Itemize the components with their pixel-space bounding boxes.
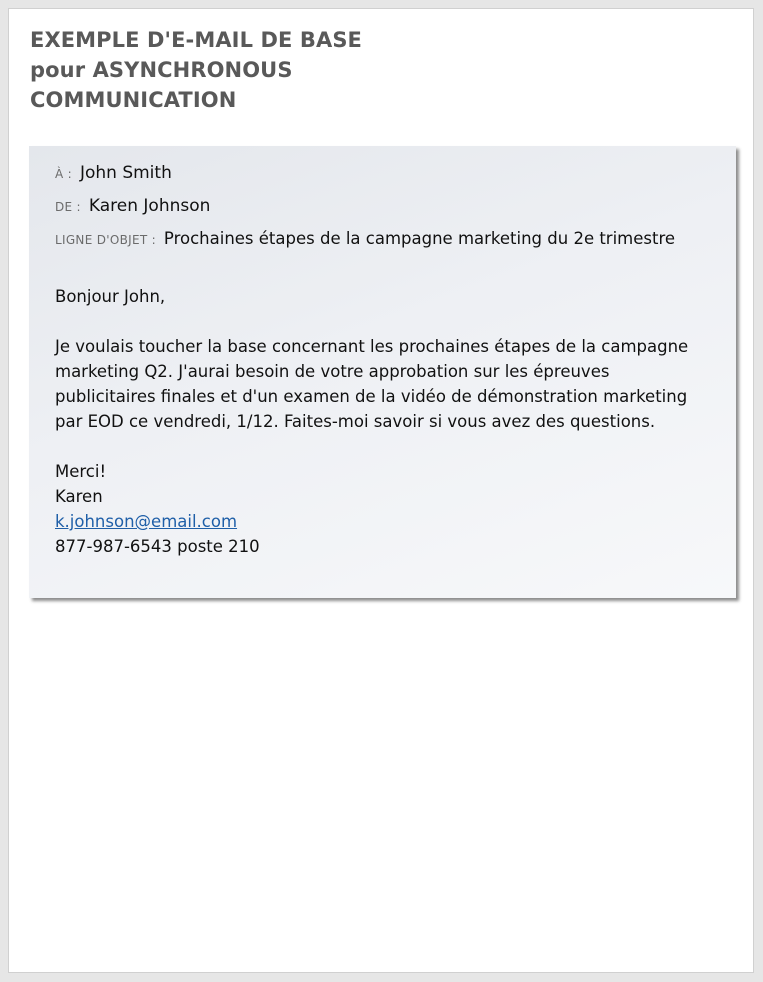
signature-name: Karen bbox=[55, 487, 103, 506]
from-value: Karen Johnson bbox=[88, 196, 211, 216]
to-label: À : bbox=[55, 167, 72, 181]
subject-field bbox=[55, 229, 675, 248]
subject-value: Prochaines étapes de la campagne marketing du 2e trimestre bbox=[163, 229, 676, 248]
title-line-1: EXEMPLE D'E-MAIL DE BASE bbox=[30, 28, 363, 52]
message-line: marketing Q2. J'aurai besoin de votre approbation sur les épreuves bbox=[55, 362, 610, 381]
document-title bbox=[30, 25, 362, 115]
closing-text: Merci! bbox=[55, 462, 107, 481]
signature-email-link[interactable]: k.johnson@email.com bbox=[55, 512, 238, 531]
document-page bbox=[8, 8, 754, 973]
to-field bbox=[55, 163, 172, 183]
message-line: par EOD ce vendredi, 1/12. Faites-moi savoir si vous avez des questions. bbox=[55, 412, 656, 431]
email-message bbox=[55, 334, 745, 434]
message-line: publicitaires finales et d'un examen de la vidéo de démonstration marketing bbox=[55, 387, 688, 406]
email-signature bbox=[55, 459, 260, 559]
subject-label: LIGNE D'OBJET : bbox=[55, 233, 156, 247]
from-label: DE : bbox=[55, 200, 81, 214]
title-line-3: COMMUNICATION bbox=[30, 88, 237, 112]
from-field bbox=[55, 196, 210, 216]
to-value: John Smith bbox=[79, 163, 172, 183]
signature-phone: 877-987-6543 poste 210 bbox=[55, 537, 260, 556]
title-line-2: pour ASYNCHRONOUS bbox=[30, 58, 293, 82]
email-greeting: Bonjour John, bbox=[55, 287, 166, 306]
email-example-card bbox=[29, 146, 736, 598]
message-line: Je voulais toucher la base concernant les prochaines étapes de la campagne bbox=[55, 337, 689, 356]
